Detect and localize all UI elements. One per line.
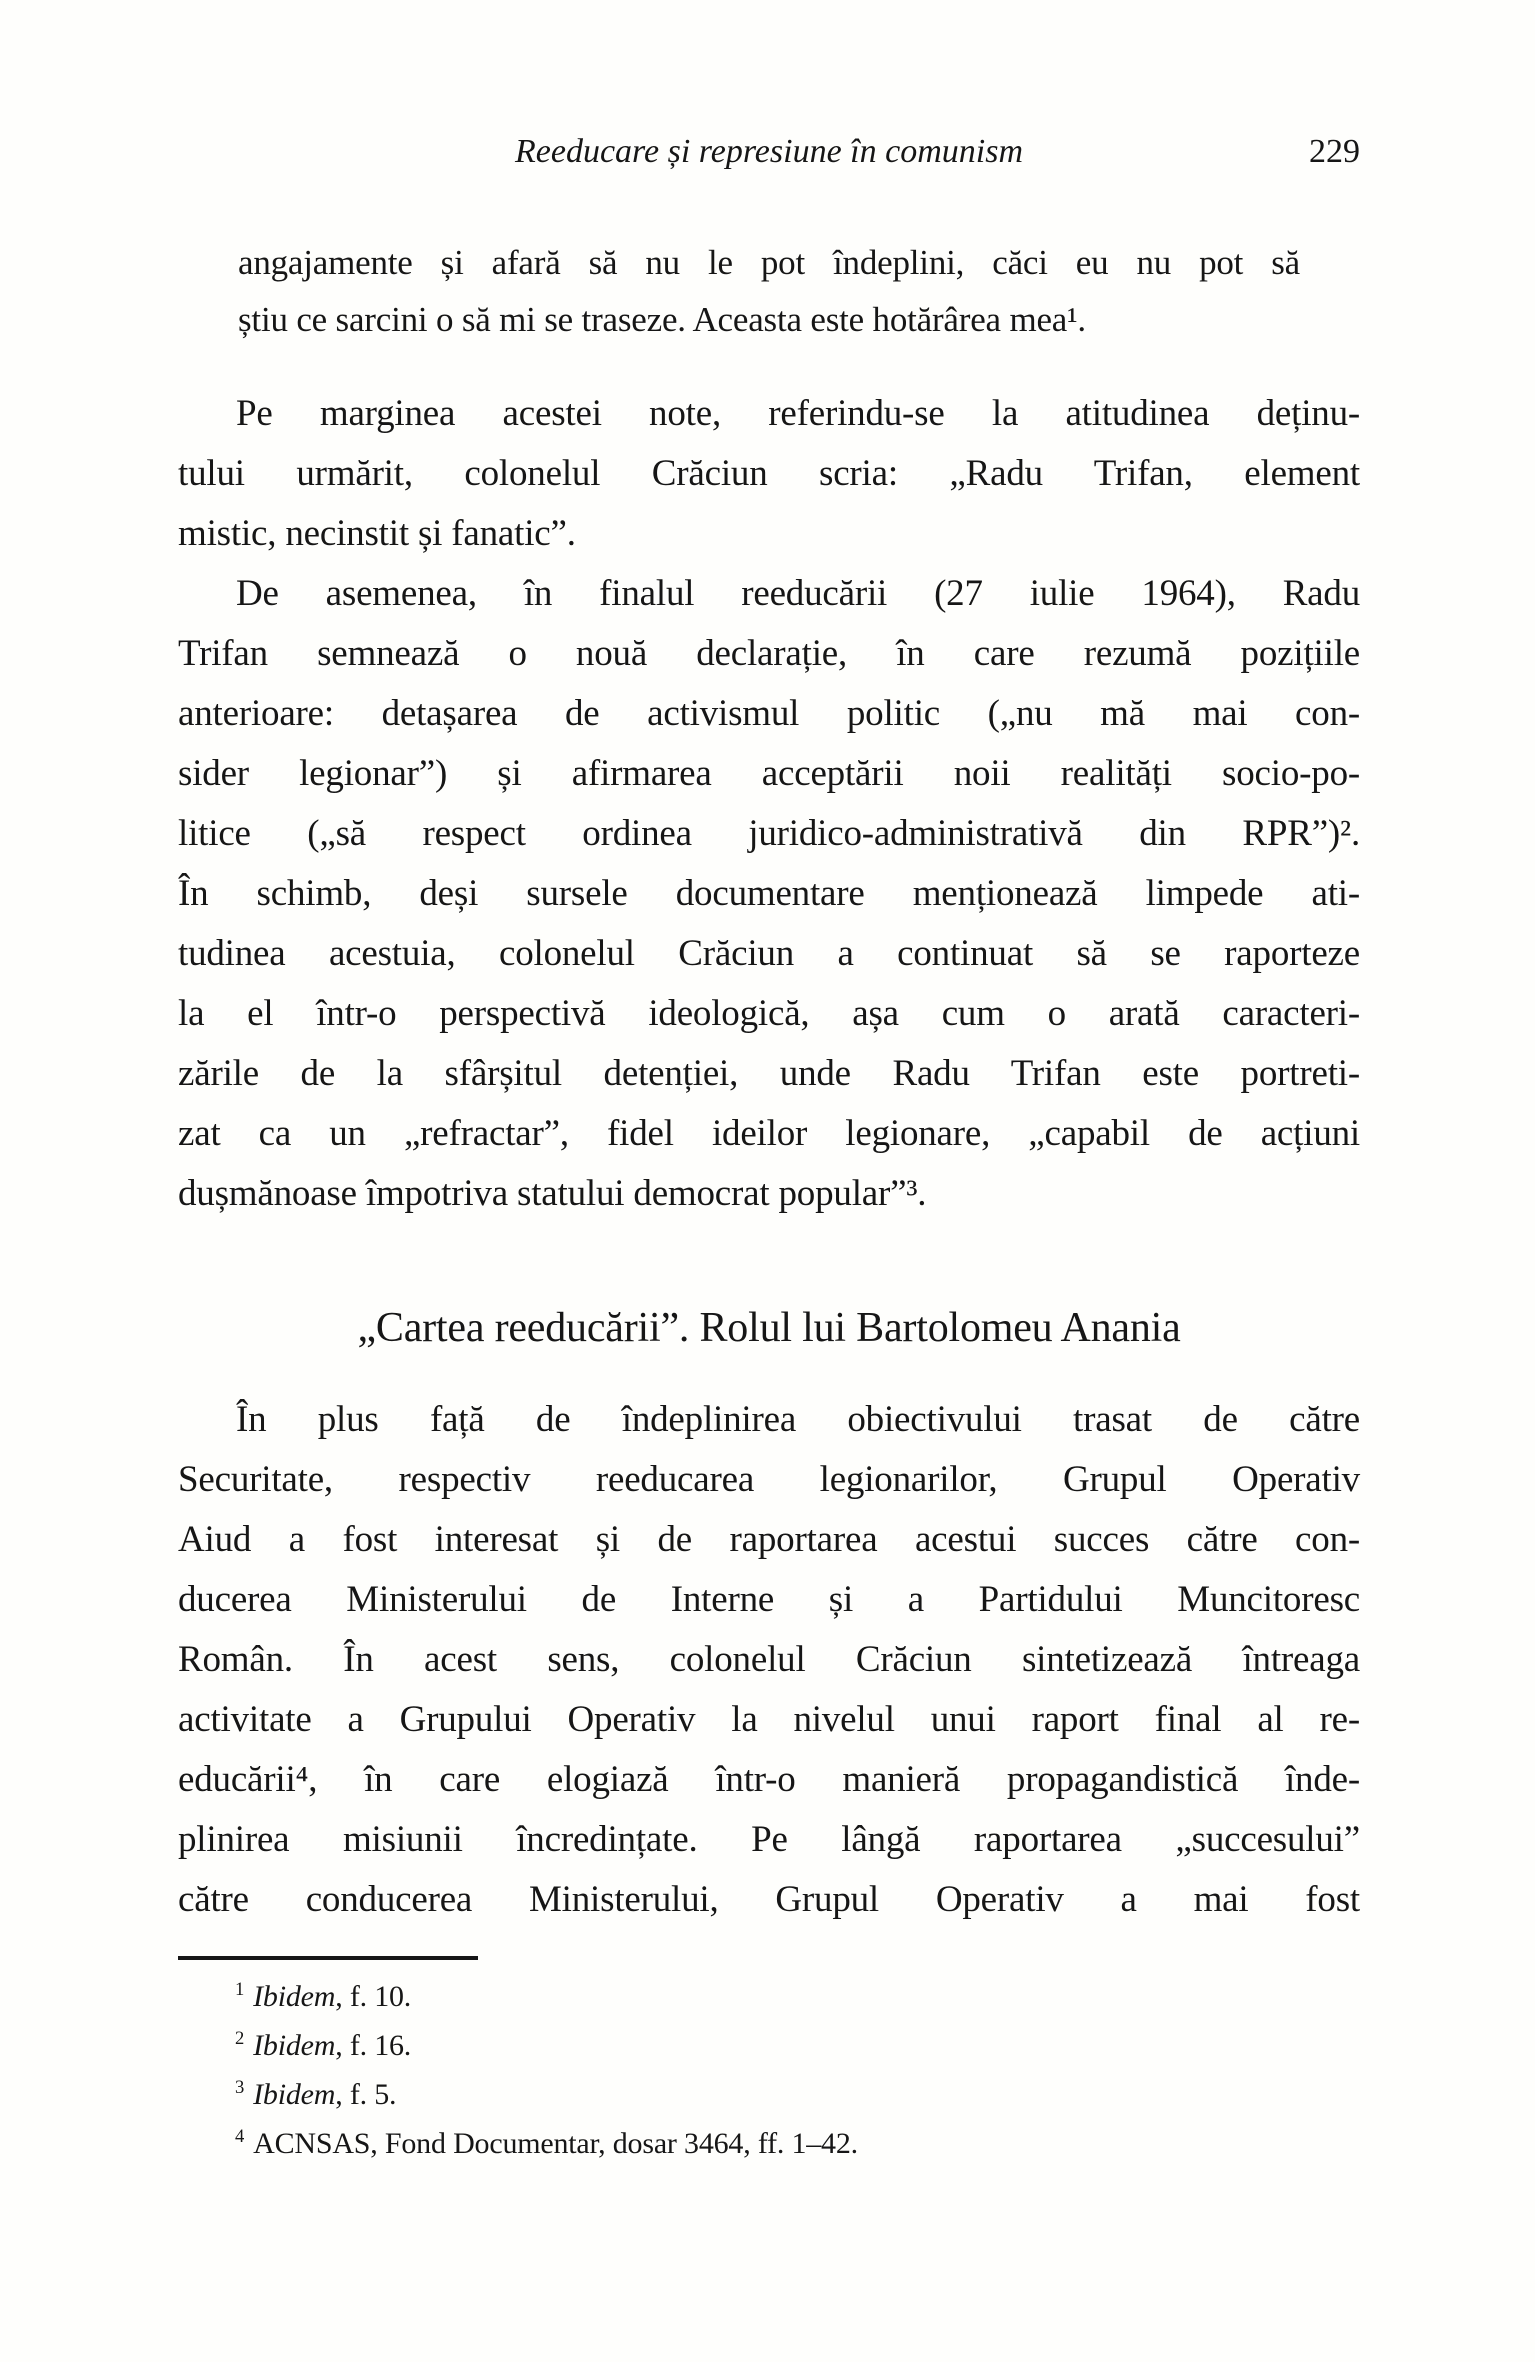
text-line: În plus față de îndeplinirea obiectivului trasat de către	[236, 1399, 1360, 1440]
text-line: către conducerea Ministerului, Grupul Operativ a mai fost	[178, 1879, 1360, 1920]
footnote-separator	[178, 1956, 478, 1960]
text-line: dușmănoase împotriva statului democrat popular”³.	[178, 1173, 927, 1214]
footnote	[178, 2119, 1360, 2168]
text-line: Trifan semnează o nouă declarație, în care rezumă pozițiile	[178, 633, 1360, 674]
text-line: tudinea acestuia, colonelul Crăciun a continuat să se raporteze	[178, 933, 1360, 974]
footnote-text: , f. 5.	[335, 2078, 397, 2111]
text-line: sider legionar”) și afirmarea acceptării noii realități socio-po-	[178, 753, 1360, 794]
footnotes	[178, 1972, 1360, 2168]
footnote-term: Ibidem	[253, 2029, 336, 2062]
quote-line: angajamente și afară să nu le pot îndeplini, căci eu nu pot să	[238, 243, 1300, 282]
text-line: În schimb, deși sursele documentare menționează limpede ati-	[178, 873, 1360, 914]
section-heading: „Cartea reeducării”. Rolul lui Bartolomeu Anania	[357, 1305, 1181, 1351]
paragraph-1	[178, 384, 1360, 564]
footnote-text: ACNSAS, Fond Documentar, dosar 3464, ff. 1–42.	[253, 2127, 858, 2160]
text-line: Aiud a fost interesat și de raportarea acestui succes către con-	[178, 1519, 1360, 1560]
text-line: tului urmărit, colonelul Crăciun scria: „Radu Trifan, element	[178, 453, 1360, 494]
footnote-marker: 1	[235, 1979, 245, 2000]
footnote-term: Ibidem	[253, 1980, 336, 2013]
paragraph-3	[178, 1390, 1360, 1930]
footnote-text: , f. 10.	[335, 1980, 412, 2013]
footnote	[178, 2070, 1360, 2119]
footnote-marker: 3	[235, 2077, 245, 2098]
footnote	[178, 2021, 1360, 2070]
footnote-marker: 4	[235, 2126, 245, 2147]
text-line: ducerea Ministerului de Interne și a Partidului Muncitoresc	[178, 1579, 1360, 1620]
text-line: mistic, necinstit și fanatic”.	[178, 513, 576, 554]
running-header-title: Reeducare și represiune în comunism	[515, 133, 1023, 170]
text-line: Român. În acest sens, colonelul Crăciun sintetizează întreaga	[178, 1639, 1360, 1680]
text-line: De asemenea, în finalul reeducării (27 iulie 1964), Radu	[236, 573, 1360, 614]
quote-line: știu ce sarcini o să mi se traseze. Aceasta este hotărârea mea¹.	[238, 300, 1086, 339]
text-block	[178, 130, 1360, 2168]
text-line: Securitate, respectiv reeducarea legionarilor, Grupul Operativ	[178, 1459, 1360, 1500]
footnote-term: Ibidem	[253, 2078, 336, 2111]
text-line: la el într-o perspectivă ideologică, așa cum o arată caracteri-	[178, 993, 1360, 1034]
text-line: litice („să respect ordinea juridico-administrativă din RPR”)².	[178, 813, 1360, 854]
text-line: zat ca un „refractar”, fidel ideilor legionare, „capabil de acțiuni	[178, 1113, 1360, 1154]
footnote-text: , f. 16.	[335, 2029, 412, 2062]
page-header	[178, 130, 1360, 174]
text-line: zările de la sfârșitul detenției, unde Radu Trifan este portreti-	[178, 1053, 1360, 1094]
text-line: plinirea misiunii încredințate. Pe lângă raportarea „succesului”	[178, 1819, 1360, 1860]
text-line: educării⁴, în care elogiază într-o manieră propagandistică înde-	[178, 1759, 1360, 1800]
footnote	[178, 1972, 1360, 2021]
page-number: 229	[1309, 133, 1360, 170]
paragraph-2	[178, 564, 1360, 1224]
block-quote	[238, 234, 1300, 348]
text-line: anterioare: detașarea de activismul politic („nu mă mai con-	[178, 693, 1360, 734]
footnote-marker: 2	[235, 2028, 245, 2049]
text-line: Pe marginea acestei note, referindu-se la atitudinea deținu-	[236, 393, 1360, 434]
text-line: activitate a Grupului Operativ la nivelul unui raport final al re-	[178, 1699, 1360, 1740]
